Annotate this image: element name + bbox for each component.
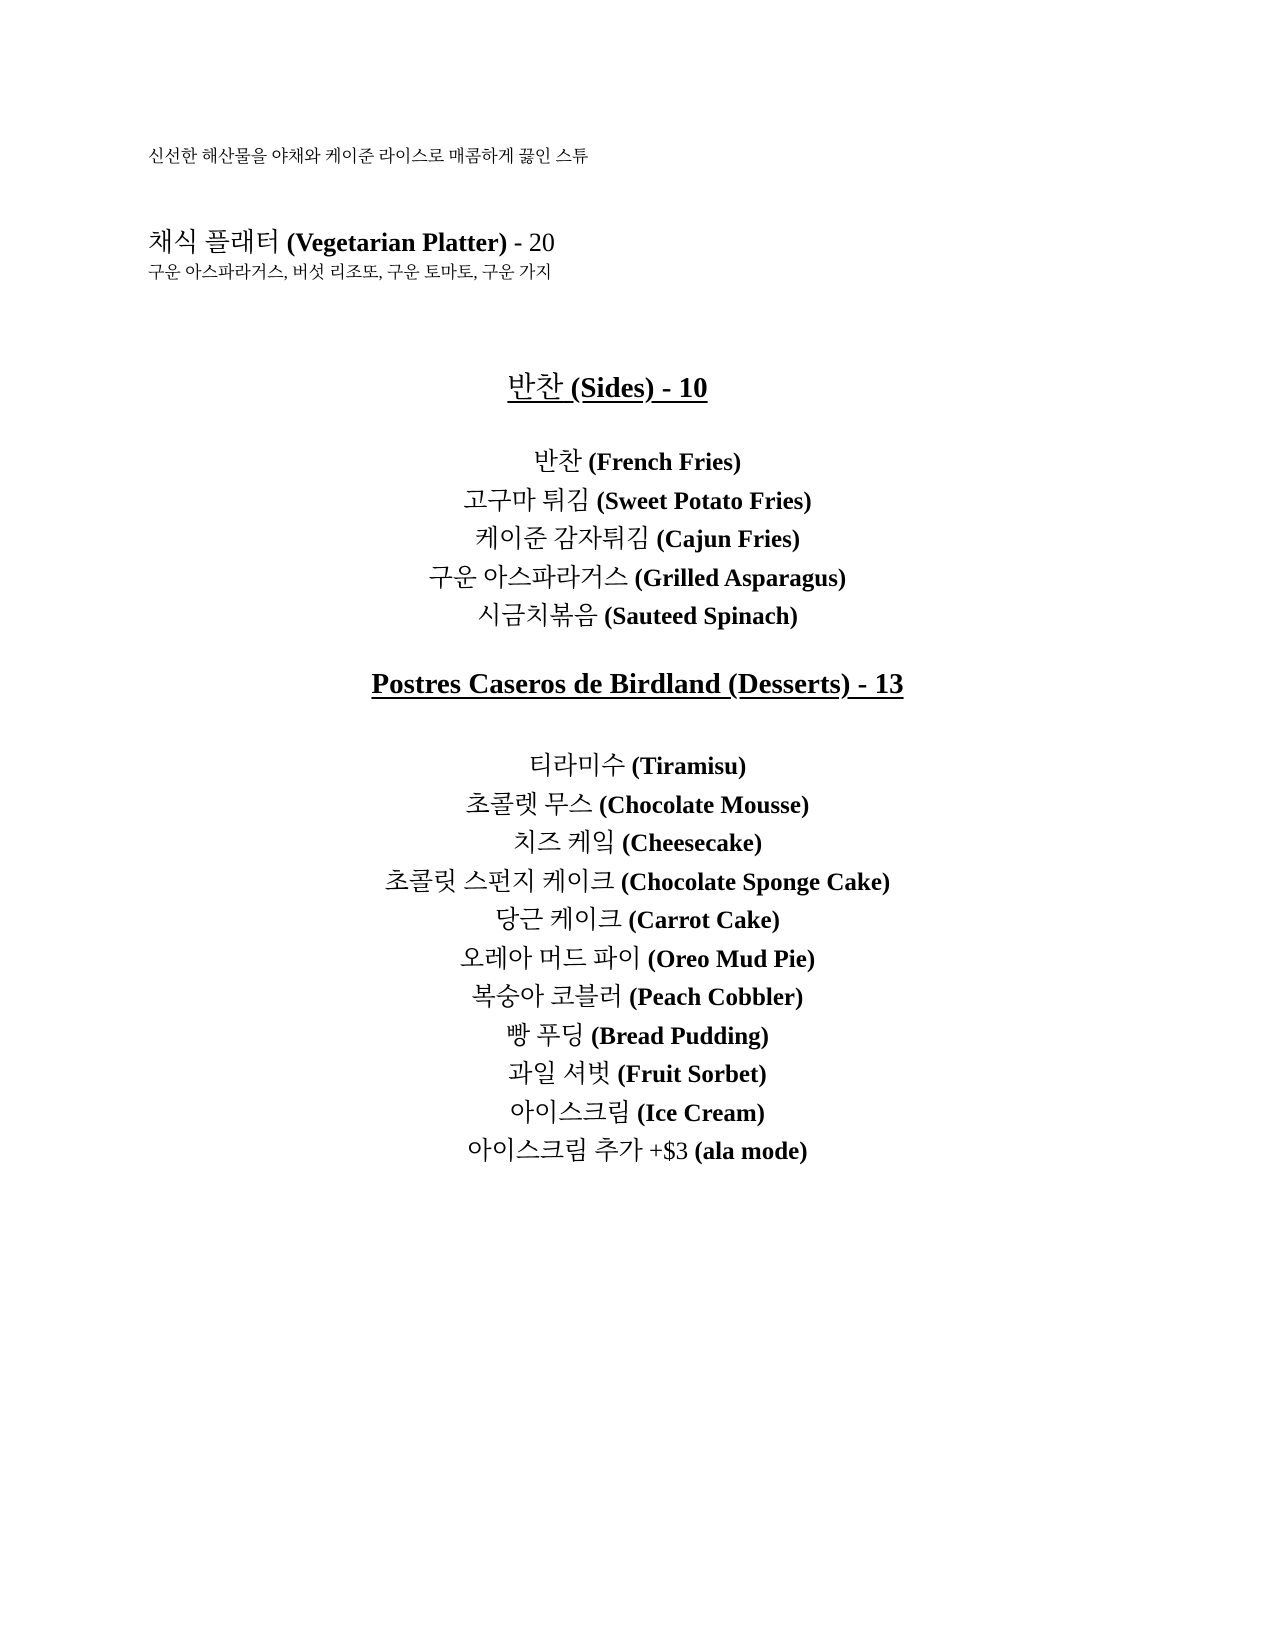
item-name-korean: 시금치볶음 xyxy=(477,603,598,630)
sides-heading-english: (Sides) - 10 xyxy=(570,372,708,404)
item-name-korean: 초콜릿 스펀지 케이크 xyxy=(384,868,615,896)
menu-item xyxy=(0,864,1275,903)
menu-item xyxy=(0,521,1275,560)
item-name-english: (Sweet Potato Fries) xyxy=(596,487,812,515)
item-name-korean: 당근 케이크 xyxy=(495,907,623,934)
menu-item xyxy=(0,1018,1275,1057)
menu-item xyxy=(0,1056,1275,1095)
item-name-english: (Bread Pudding) xyxy=(590,1022,769,1050)
item-name-korean: 복숭아 코블러 xyxy=(471,984,623,1011)
menu-item xyxy=(0,825,1275,864)
item-name-korean: 티라미수 xyxy=(528,753,626,780)
desserts-heading-text: Postres Caseros de Birdland (Desserts) - 13 xyxy=(371,668,904,700)
item-name-korean: 케이준 감자튀김 xyxy=(474,526,651,553)
item-name-english: (Vegetarian Platter) xyxy=(286,228,508,257)
item-name-korean: 초콜렛 무스 xyxy=(465,791,593,819)
menu-item xyxy=(0,941,1275,980)
desserts-list xyxy=(0,748,1275,1172)
menu-item xyxy=(0,598,1275,637)
item-name-english: (Peach Cobbler) xyxy=(629,984,804,1011)
item-name-english: (Cajun Fries) xyxy=(656,526,801,553)
item-name-english: (Oreo Mud Pie) xyxy=(647,945,816,973)
item-name-english: (Chocolate Sponge Cake) xyxy=(620,868,891,896)
menu-item xyxy=(0,787,1275,826)
menu-item xyxy=(0,560,1275,599)
item-name-english: (Fruit Sorbet) xyxy=(617,1061,767,1088)
item-name-english: (Cheesecake) xyxy=(621,830,763,857)
item-name-english: (Tiramisu) xyxy=(631,753,747,780)
item-price: - 20 xyxy=(513,228,555,257)
item-name-korean: 반찬 xyxy=(533,449,583,476)
item-name-english: (ala mode) xyxy=(694,1138,808,1165)
vegetarian-platter-title xyxy=(148,222,555,259)
menu-item xyxy=(0,902,1275,941)
item-name-english: (Chocolate Mousse) xyxy=(598,791,810,819)
sides-heading xyxy=(0,365,1245,406)
item-name-english: (Grilled Asparagus) xyxy=(634,564,847,592)
sides-list xyxy=(0,444,1275,637)
menu-item xyxy=(0,748,1275,787)
item-name-korean: 고구마 튀김 xyxy=(463,487,591,515)
menu-item xyxy=(0,444,1275,483)
item-name-korean: 아이스크림 추가 +$3 xyxy=(467,1138,689,1165)
item-name-korean: 채식 플래터 xyxy=(148,228,281,257)
item-name-english: (Carrot Cake) xyxy=(628,907,780,934)
item-name-korean: 과일 셔벗 xyxy=(508,1061,612,1088)
item-name-korean: 구운 아스파라거스 xyxy=(428,564,629,592)
seafood-stew-description: 신선한 해산물을 야채와 케이준 라이스로 매콤하게 끓인 스튜 xyxy=(148,147,589,166)
desserts-heading xyxy=(0,668,1275,701)
menu-item xyxy=(0,979,1275,1018)
menu-item xyxy=(0,1133,1275,1172)
item-name-english: (Sauteed Spinach) xyxy=(604,603,798,630)
item-name-korean: 오레아 머드 파이 xyxy=(459,945,642,973)
item-name-english: (Ice Cream) xyxy=(637,1099,765,1127)
vegetarian-platter-description: 구운 아스파라거스, 버섯 리조또, 구운 토마토, 구운 가지 xyxy=(148,263,552,282)
item-name-korean: 치즈 케잌 xyxy=(512,830,616,857)
sides-heading-korean: 반찬 xyxy=(507,372,564,404)
item-name-english: (French Fries) xyxy=(588,449,742,476)
item-name-korean: 빵 푸딩 xyxy=(505,1022,585,1050)
menu-item xyxy=(0,1095,1275,1134)
menu-item xyxy=(0,483,1275,522)
item-name-korean: 아이스크림 xyxy=(510,1099,631,1127)
